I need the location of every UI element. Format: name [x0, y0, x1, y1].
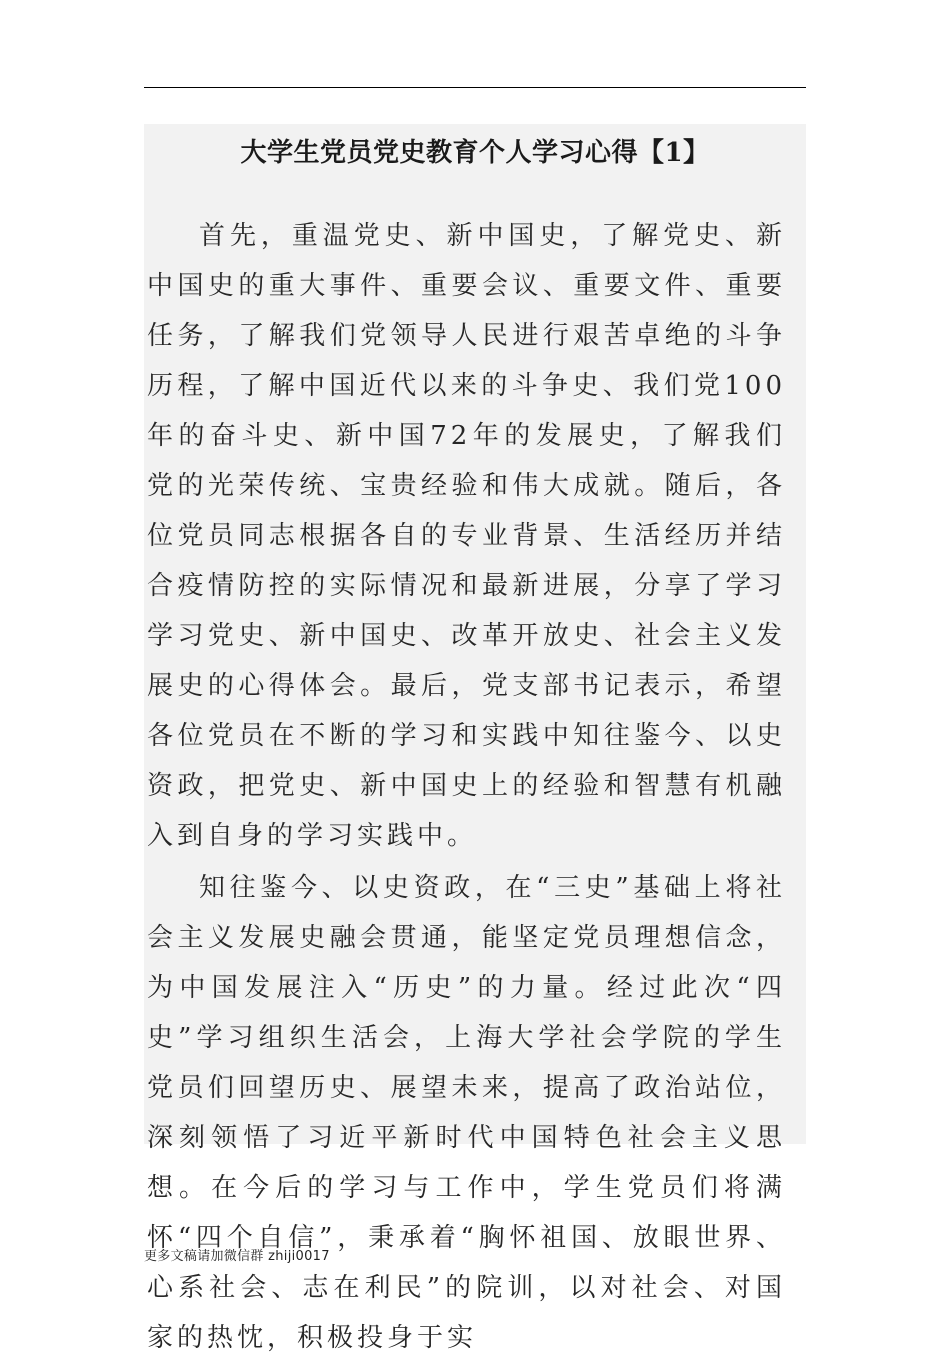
document-body [144, 211, 806, 1363]
paragraph-2: 知往鉴今、以史资政，在“三史”基础上将社会主义发展史融会贯通，能坚定党员理想信念，为中国发展注入“历史”的力量。经过此次“四史”学习组织生活会，上海大学社会学院的学生党员们回望历史、展望未来，提高了政治站位，深刻领悟了习近平新时代中国特色社会主义思想。在今后的学习与工作中，学生党员们将满怀“四个自信”，秉承着“胸怀祖国、放眼世界、心系社会、志在利民”的院训，以对社会、对国家的热忱，积极投身于实 [147, 873, 786, 1353]
paragraph-1: 首先，重温党史、新中国史，了解党史、新中国史的重大事件、重要会议、重要文件、重要任务，了解我们党领导人民进行艰苦卓绝的斗争历程，了解中国近代以来的斗争史、我们党100年的奋斗史、新中国72年的发展史，了解我们党的光荣传统、宝贵经验和伟大成就。随后，各位党员同志根据各自的专业背景、生活经历并结合疫情防控的实际情况和最新进展，分享了学习学习党史、新中国史、改革开放史、社会主义发展史的心得体会。最后，党支部书记表示，希望各位党员在不断的学习和实践中知往鉴今、以史资政，把党史、新中国史上的经验和智慧有机融入到自身的学习实践中。 [147, 221, 786, 851]
header-rule [144, 87, 806, 88]
document-title: 大学生党员党史教育个人学习心得【1】 [240, 138, 710, 168]
footer-note: 更多文稿请加微信群 zhiji0017 [144, 1249, 330, 1264]
